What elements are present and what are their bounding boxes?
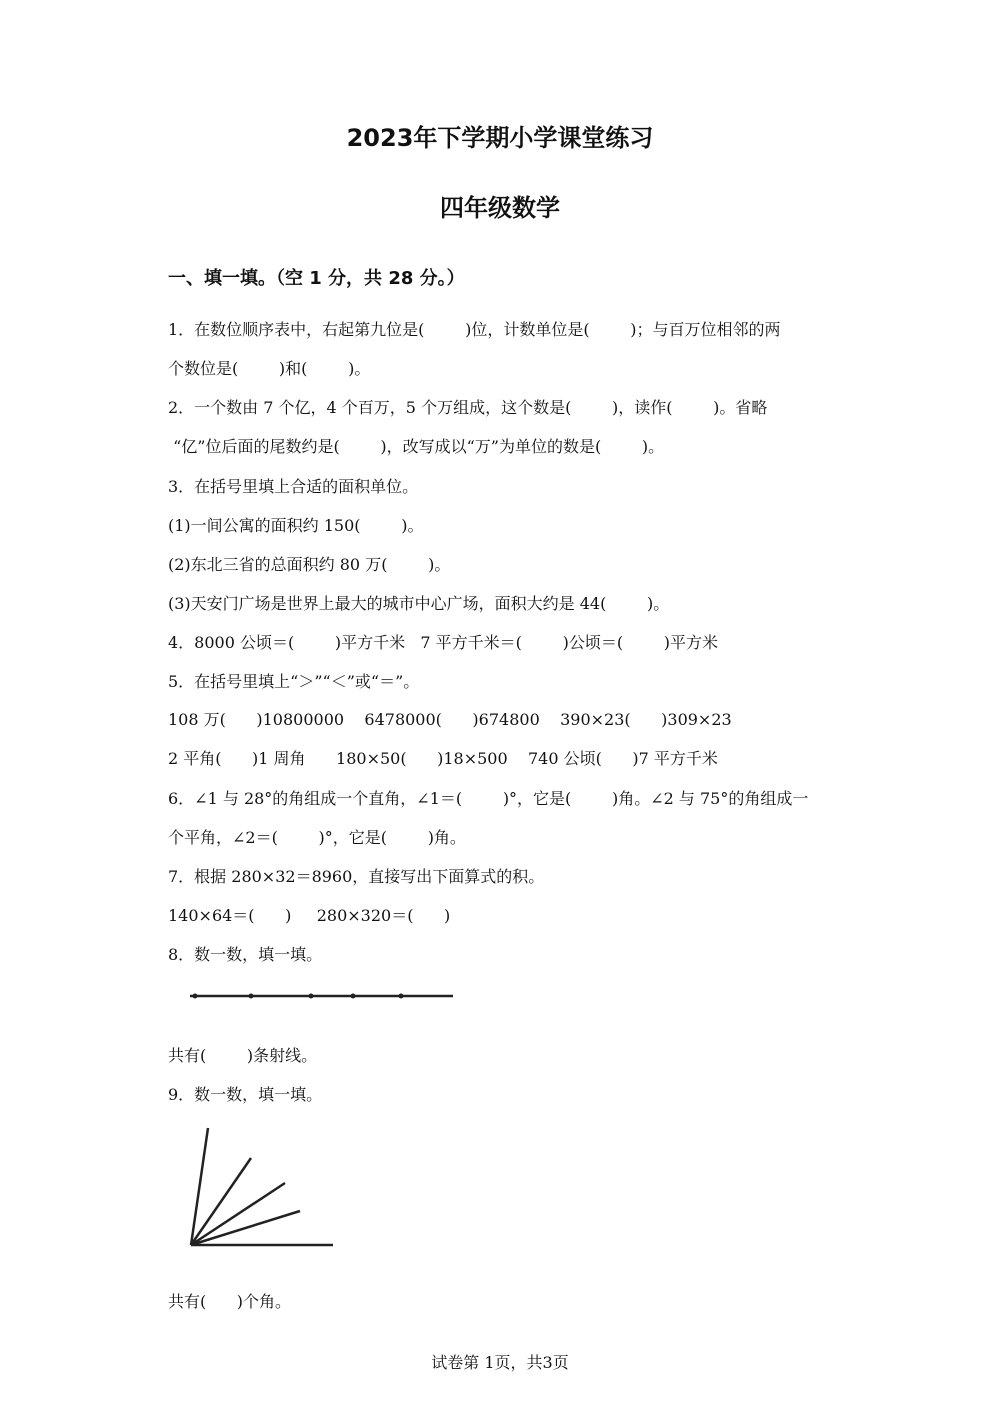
question-line: 1．在数位顺序表中，右起第九位是( )位，计数单位是( )；与百万位相邻的两	[168, 320, 781, 339]
question-line: 9．数一数，填一填。	[168, 1085, 323, 1104]
question-line: (3)天安门广场是世界上最大的城市中心广场，面积大约是 44( )。	[168, 594, 670, 613]
exam-subtitle: 四年级数学	[440, 194, 560, 222]
question-line: 140×64＝( ) 280×320＝( )	[168, 906, 451, 925]
exam-title: 2023年下学期小学课堂练习	[346, 124, 654, 152]
question-line: 8．数一数，填一填。	[168, 945, 323, 964]
question-line: 共有( )个角。	[168, 1292, 292, 1311]
question-line: 7．根据 280×32＝8960，直接写出下面算式的积。	[168, 867, 545, 886]
question-line: (2)东北三省的总面积约 80 万( )。	[168, 555, 451, 574]
question-line: 共有( )条射线。	[168, 1046, 318, 1065]
question-line: 108 万( )10800000 6478000( )674800 390×23( )309×23	[168, 710, 732, 729]
section-heading: 一、填一填。（空 1 分，共 28 分。）	[168, 268, 465, 289]
angle-rays-figure	[185, 1122, 345, 1252]
question-line: 个平角，∠2＝( )°，它是( )角。	[168, 828, 466, 847]
question-line: 个数位是( )和( )。	[168, 359, 371, 378]
question-line: 4．8000 公顷＝( )平方千米 7 平方千米＝( )公顷＝( )平方米	[168, 633, 719, 652]
question-line: “亿”位后面的尾数约是( )，改写成以“万”为单位的数是( )。	[168, 437, 665, 456]
question-line: (1)一间公寓的面积约 150( )。	[168, 516, 424, 535]
question-line: 3．在括号里填上合适的面积单位。	[168, 477, 419, 496]
question-line: 2．一个数由 7 个亿，4 个百万，5 个万组成，这个数是( )，读作( )。省略	[168, 398, 768, 417]
question-line: 6．∠1 与 28°的角组成一个直角，∠1＝( )°，它是( )角。∠2 与 75°的角组成一	[168, 789, 809, 808]
question-line: 2 平角( )1 周角 180×50( )18×500 740 公顷( )7 平方千米	[168, 749, 718, 768]
ray-line-figure	[185, 985, 465, 1009]
question-line: 5．在括号里填上“＞”“＜”或“＝”。	[168, 672, 420, 691]
page-footer: 试卷第 1页，共3页	[431, 1353, 569, 1372]
